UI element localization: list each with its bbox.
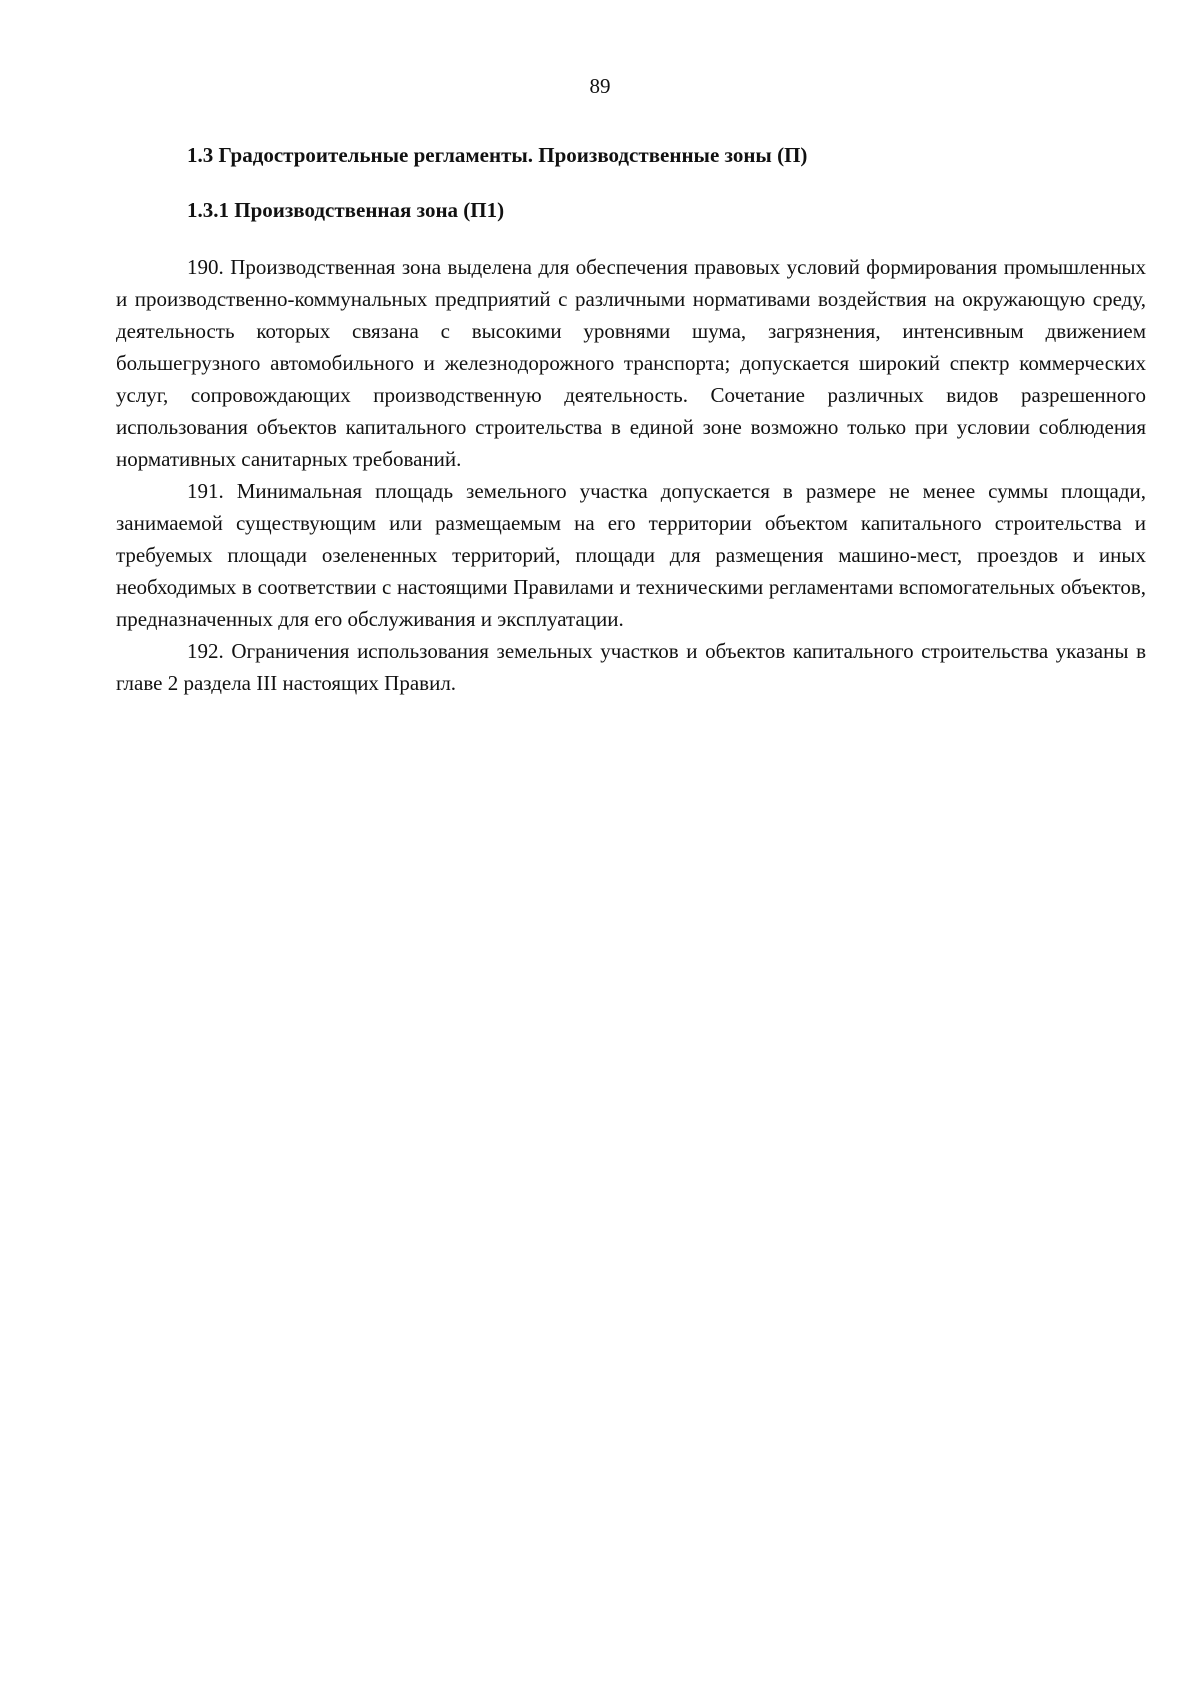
subsection-heading: 1.3.1 Производственная зона (П1): [187, 198, 505, 222]
paragraph-192: 192. Ограничения использования земельных участков и объектов капитального строительства указаны в главе 2 раздела III настоящих Правил.: [116, 639, 1146, 695]
paragraph-191: 191. Минимальная площадь земельного участка допускается в размере не менее суммы площади, занимаемой существующим или размещаемым на его территории объектом капитального строительства и требуемых площади озелененных территорий, площади для размещения машино-мест, проездов и иных необходимых в соответствии с настоящими Правилами и техническими регламентами вспомогательных объектов, предназначенных для его обслуживания и эксплуатации.: [116, 479, 1146, 631]
document-body: [116, 251, 1146, 699]
page-number: 89: [589, 74, 611, 98]
paragraph-190: 190. Производственная зона выделена для обеспечения правовых условий формирования промышленных и производственно-коммунальных предприятий с различными нормативами воздействия на окружающую среду, деятельность которых связана с высокими уровнями шума, загрязнения, интенсивным движением большегрузного автомобильного и железнодорожного транспорта; допускается широкий спектр коммерческих услуг, сопровождающих производственную деятельность. Сочетание различных видов разрешенного использования объектов капитального строительства в единой зоне возможно только при условии соблюдения нормативных санитарных требований.: [116, 255, 1146, 471]
section-heading: 1.3 Градостроительные регламенты. Производственные зоны (П): [187, 143, 808, 167]
